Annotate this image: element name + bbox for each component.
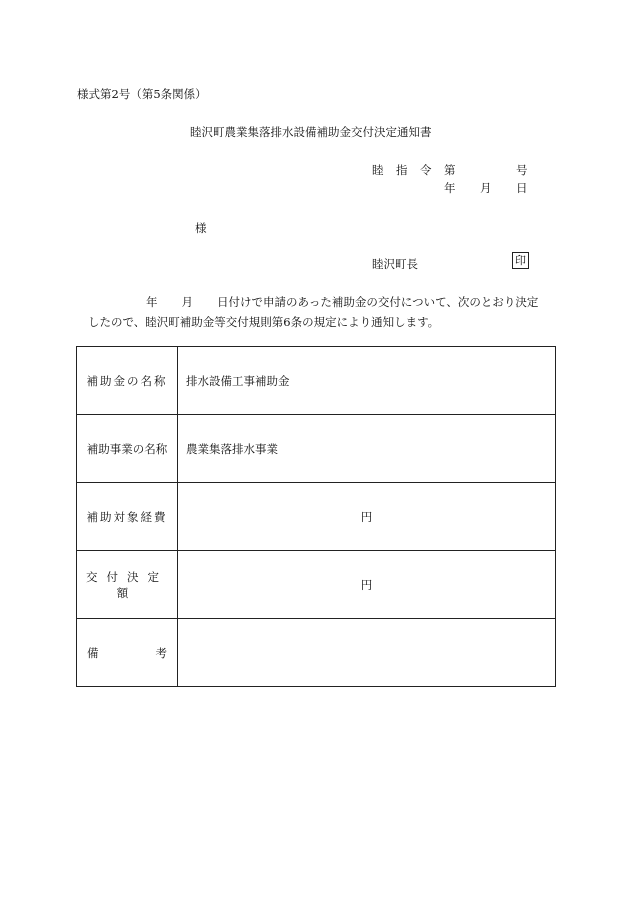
row-value-decision-amount: 円 bbox=[178, 551, 556, 619]
row-value-subsidy-name: 排水設備工事補助金 bbox=[178, 347, 556, 415]
row-label-eligible-cost: 補助対象経費 bbox=[77, 483, 178, 551]
table-row bbox=[77, 483, 556, 551]
doc-number-go: 号 bbox=[516, 163, 528, 177]
date-day-label: 日 bbox=[516, 181, 528, 195]
document-title: 睦沢町農業集落排水設備補助金交付決定通知書 bbox=[190, 125, 432, 139]
table-row bbox=[77, 415, 556, 483]
doc-number-dai: 第 bbox=[444, 163, 456, 177]
body-month: 月 bbox=[181, 295, 193, 309]
body-line1-rest: 日付けで申請のあった補助金の交付について、次のとおり決定 bbox=[217, 295, 539, 309]
row-value-project-name: 農業集落排水事業 bbox=[178, 415, 556, 483]
doc-number-prefix: 睦 bbox=[372, 163, 384, 177]
row-label-remarks: 備 考 bbox=[77, 619, 178, 687]
table-row bbox=[77, 619, 556, 687]
doc-number-rei: 令 bbox=[420, 163, 432, 177]
doc-number-shi: 指 bbox=[396, 163, 408, 177]
row-label-decision-amount: 交付決定額 bbox=[77, 551, 178, 619]
notice-body bbox=[80, 292, 538, 332]
notice-body-line-1 bbox=[80, 292, 538, 312]
addressee-suffix: 様 bbox=[195, 221, 207, 235]
row-value-eligible-cost: 円 bbox=[178, 483, 556, 551]
row-label-subsidy-name: 補助金の名称 bbox=[77, 347, 178, 415]
row-label-project-name: 補助事業の名称 bbox=[77, 415, 178, 483]
row-value-remarks bbox=[178, 619, 556, 687]
seal-stamp: 印 bbox=[512, 252, 529, 269]
notice-body-line-2: したので、睦沢町補助金等交付規則第6条の規定により通知します。 bbox=[88, 315, 440, 329]
table-row bbox=[77, 347, 556, 415]
table-row bbox=[77, 551, 556, 619]
date-year-label: 年 bbox=[444, 181, 456, 195]
subsidy-details-table bbox=[76, 346, 556, 687]
form-number: 様式第2号（第5条関係） bbox=[77, 87, 207, 101]
issuer-name: 睦沢町長 bbox=[372, 257, 418, 271]
date-month-label: 月 bbox=[480, 181, 492, 195]
body-year: 年 bbox=[146, 295, 158, 309]
